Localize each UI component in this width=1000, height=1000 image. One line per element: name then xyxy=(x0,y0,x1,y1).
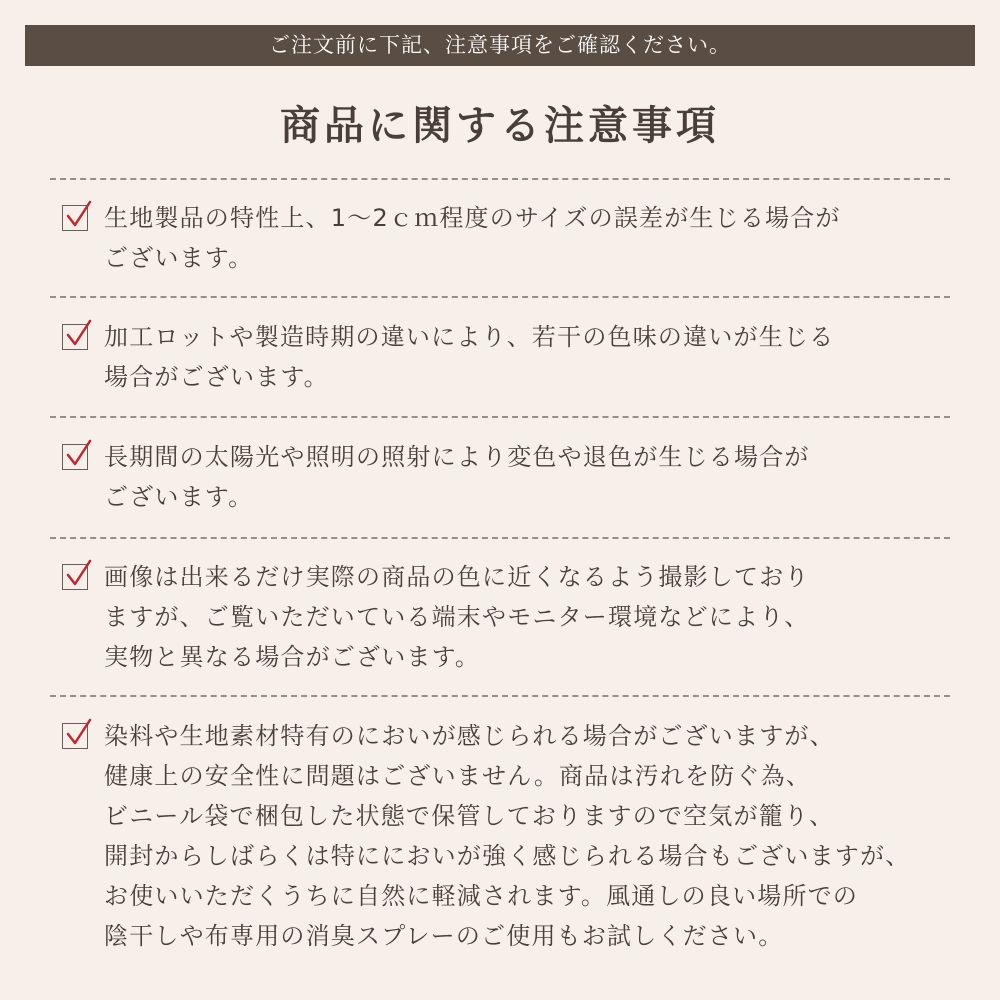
item-line: ございます。 xyxy=(104,483,254,511)
item-line: 染料や生地素材特有のにおいが感じられる場合がございますが、 xyxy=(104,722,835,750)
item-text xyxy=(104,198,954,278)
item-text xyxy=(104,317,954,397)
item-text xyxy=(104,716,954,956)
divider xyxy=(50,695,950,697)
item-line: 画像は出来るだけ実際の商品の色に近くなるよう撮影しており xyxy=(104,563,810,591)
item-line: 実物と異なる場合がございます。 xyxy=(104,643,481,671)
item-line: ビニール袋で梱包した状態で保管しておりますので空気が籠り、 xyxy=(104,802,835,830)
item-line: 長期間の太陽光や照明の照射により変色や退色が生じる場合が xyxy=(104,443,810,471)
page-title: 商品に関する注意事項 xyxy=(280,103,720,149)
item-line: 陰干しや布専用の消臭スプレーのご使用もお試しください。 xyxy=(104,922,784,950)
divider xyxy=(50,416,950,418)
divider xyxy=(50,296,950,298)
item-line: 開封からしばらくは特ににおいが強く感じられる場合もございますが、 xyxy=(104,842,911,870)
item-text xyxy=(104,437,954,517)
item-line: 生地製品の特性上、1～2ｃｍ程度のサイズの誤差が生じる場合が xyxy=(104,204,841,232)
item-line: 加工ロットや製造時期の違いにより、若干の色味の違いが生じる xyxy=(104,323,835,351)
checkbox-checked-icon xyxy=(62,324,88,350)
item-line: 場合がございます。 xyxy=(104,363,329,391)
notice-banner: ご注文前に下記、注意事項をご確認ください。 xyxy=(25,25,975,66)
item-line: お使いいただくうちに自然に軽減されます。風通しの良い場所での xyxy=(104,882,859,910)
checkbox-checked-icon xyxy=(62,205,88,231)
divider xyxy=(50,178,950,180)
item-line: 健康上の安全性に問題はございません。商品は汚れを防ぐ為、 xyxy=(104,762,812,790)
divider xyxy=(50,537,950,539)
item-text xyxy=(104,557,954,677)
item-line: ますが、ご覧いただいている端末やモニター環境などにより、 xyxy=(104,603,810,631)
checkbox-checked-icon xyxy=(62,564,88,590)
item-line: ございます。 xyxy=(104,244,254,272)
checkbox-checked-icon xyxy=(62,444,88,470)
checkbox-checked-icon xyxy=(62,723,88,749)
